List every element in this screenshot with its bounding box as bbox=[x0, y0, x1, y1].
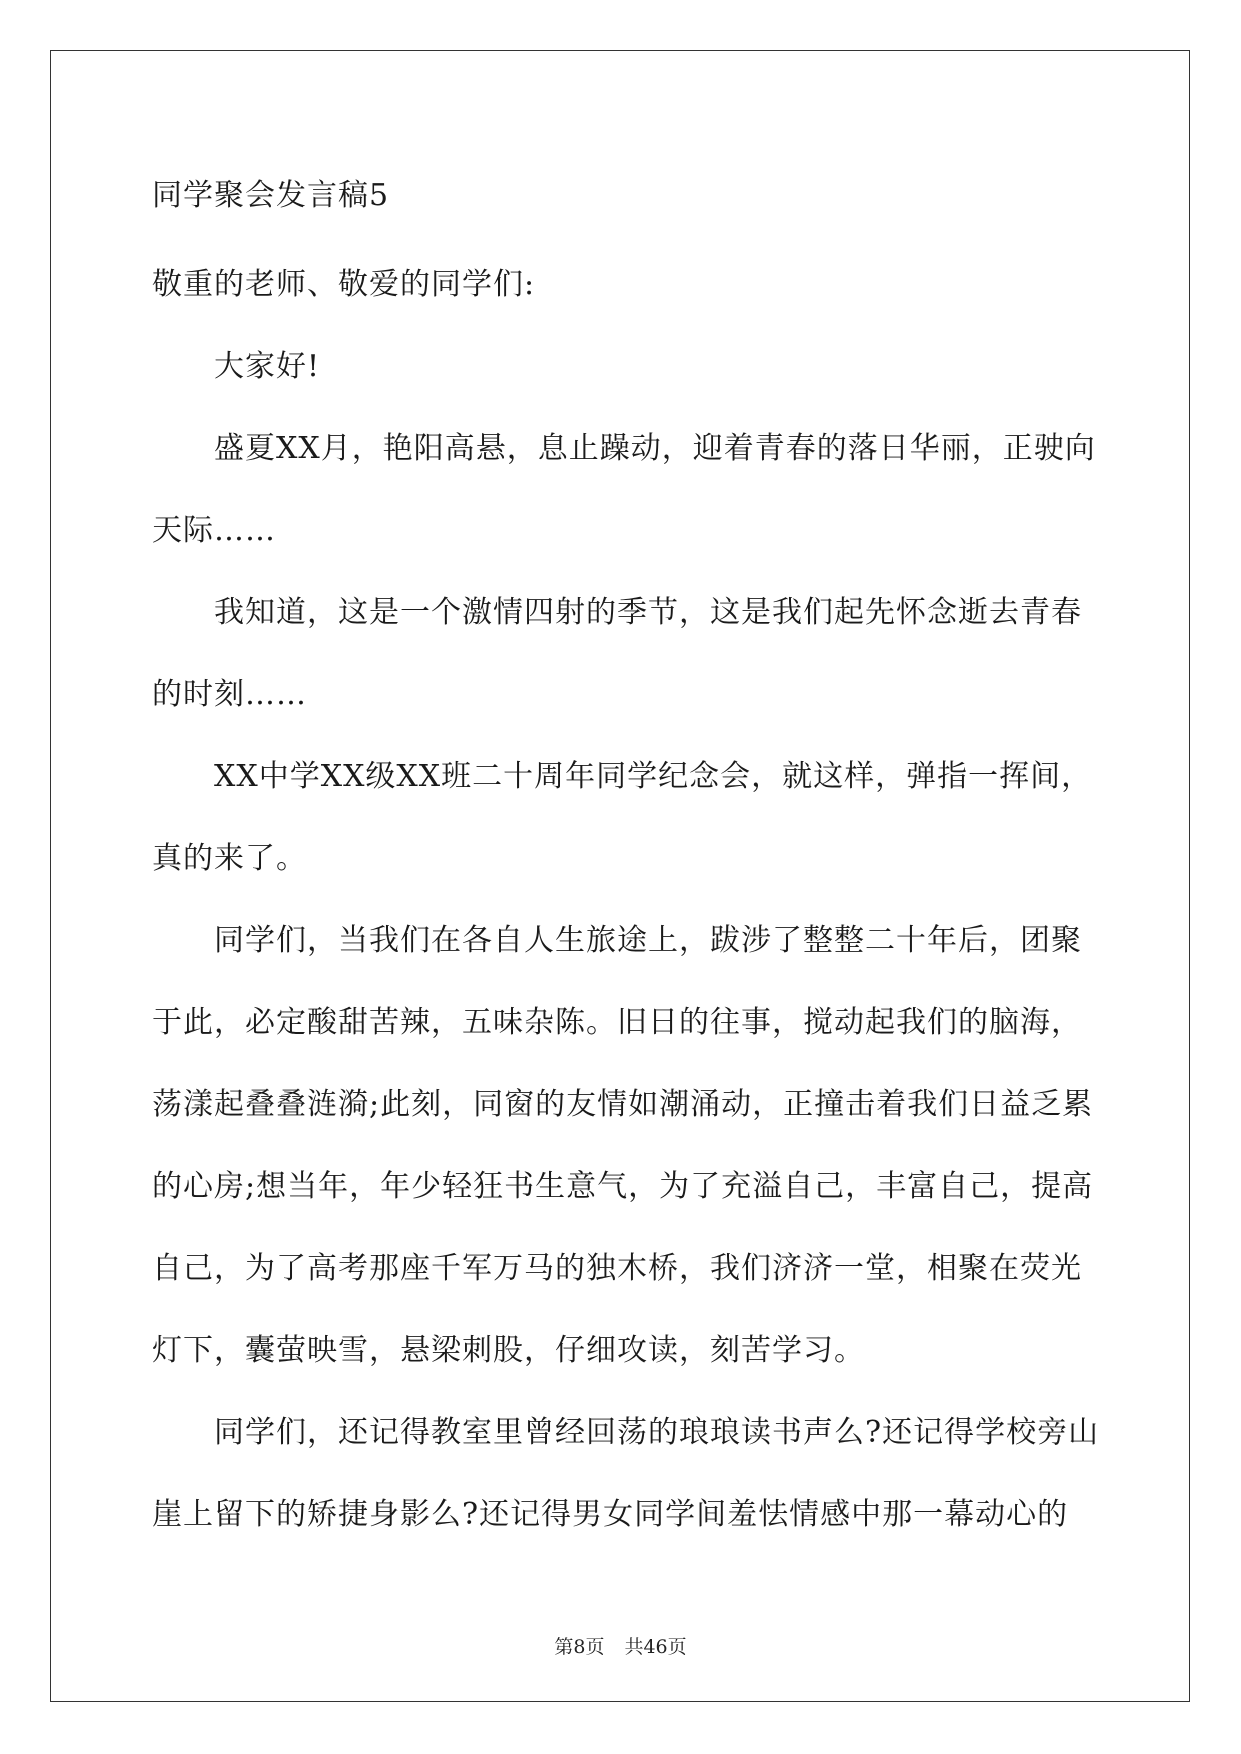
text-line: 同学们，还记得教室里曾经回荡的琅琅读书声么?还记得学校旁山 bbox=[214, 1415, 1100, 1450]
text-line: 的心房;想当年，年少轻狂书生意气，为了充溢自己，丰富自己，提高 bbox=[152, 1169, 1094, 1204]
text-line: 于此，必定酸甜苦辣，五味杂陈。旧日的往事，搅动起我们的脑海， bbox=[152, 1005, 1082, 1040]
text-line: XX中学XX级XX班二十周年同学纪念会，就这样，弹指一挥间， bbox=[214, 759, 1093, 794]
text-line: 敬重的老师、敬爱的同学们: bbox=[152, 267, 536, 302]
text-line: 同学们，当我们在各自人生旅途上，跋涉了整整二十年后，团聚 bbox=[214, 923, 1082, 958]
text-line: 自己，为了高考那座千军万马的独木桥，我们济济一堂，相聚在荧光 bbox=[152, 1251, 1082, 1286]
page-footer bbox=[0, 1632, 1241, 1659]
page-number: 第8页 bbox=[554, 1636, 605, 1658]
text-line: 真的来了。 bbox=[152, 841, 307, 876]
text-line: 我知道，这是一个激情四射的季节，这是我们起先怀念逝去青春 bbox=[214, 595, 1082, 630]
paragraph-lines bbox=[152, 244, 1100, 1556]
text-line: 荡漾起叠叠涟漪;此刻，同窗的友情如潮涌动，正撞击着我们日益乏累 bbox=[152, 1087, 1094, 1122]
text-line: 灯下，囊萤映雪，悬梁刺股，仔细攻读，刻苦学习。 bbox=[152, 1333, 865, 1368]
page-total: 共46页 bbox=[624, 1636, 687, 1658]
text-line: 盛夏XX月，艳阳高悬，息止躁动，迎着青春的落日华丽，正驶向 bbox=[214, 431, 1096, 466]
text-line: 崖上留下的矫捷身影么?还记得男女同学间羞怯情感中那一幕动心的 bbox=[152, 1497, 1069, 1532]
text-line: 的时刻…… bbox=[152, 677, 307, 712]
text-line: 天际…… bbox=[152, 513, 276, 548]
document-title: 同学聚会发言稿5 bbox=[152, 178, 390, 213]
document-body bbox=[152, 160, 1100, 1556]
text-line: 大家好! bbox=[214, 349, 321, 384]
